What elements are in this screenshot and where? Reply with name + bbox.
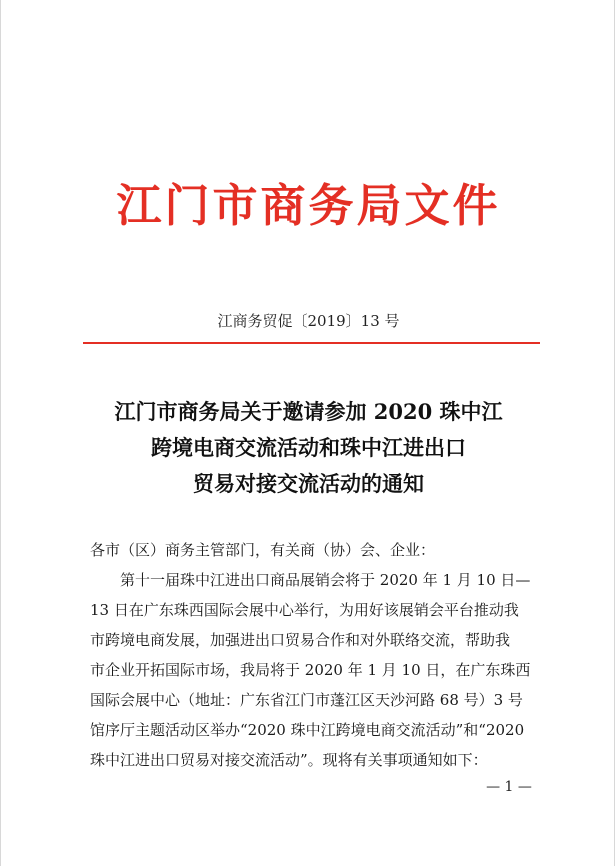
page-number: — 1 — [486,779,532,795]
body-line: 市跨境电商发展，加强进出口贸易合作和对外联络交流，帮助我 [90,631,511,649]
body-line: 珠中江进出口贸易对接交流活动”。现将有关事项通知如下： [90,751,488,769]
red-divider-line [83,342,540,344]
title-line: 江门市商务局关于邀请参加 2020 珠中江 [114,399,503,424]
issuing-authority-header: 江门市商务局文件 [116,179,501,232]
document-body [90,535,540,775]
document-title [71,394,546,502]
body-line: 第十一届珠中江进出口商品展销会将于 2020 年 1 月 10 日— [120,571,531,589]
body-line: 馆序厅主题活动区举办“2020 珠中江跨境电商交流活动”和“2020 [90,721,525,739]
title-line: 贸易对接交流活动的通知 [193,471,424,496]
title-line: 跨境电商交流活动和珠中江进出口 [151,435,466,460]
salutation: 各市（区）商务主管部门，有关商（协）会、企业： [90,541,436,559]
body-line: 市企业开拓国际市场，我局将于 2020 年 1 月 10 日，在广东珠西 [90,661,531,679]
document-number: 江商务贸促〔2019〕13 号 [217,312,400,330]
body-line: 国际会展中心（地址：广东省江门市蓬江区天沙河路 68 号）3 号 [90,691,523,709]
body-line: 13 日在广东珠西国际会展中心举行，为用好该展销会平台推动我 [90,601,519,619]
